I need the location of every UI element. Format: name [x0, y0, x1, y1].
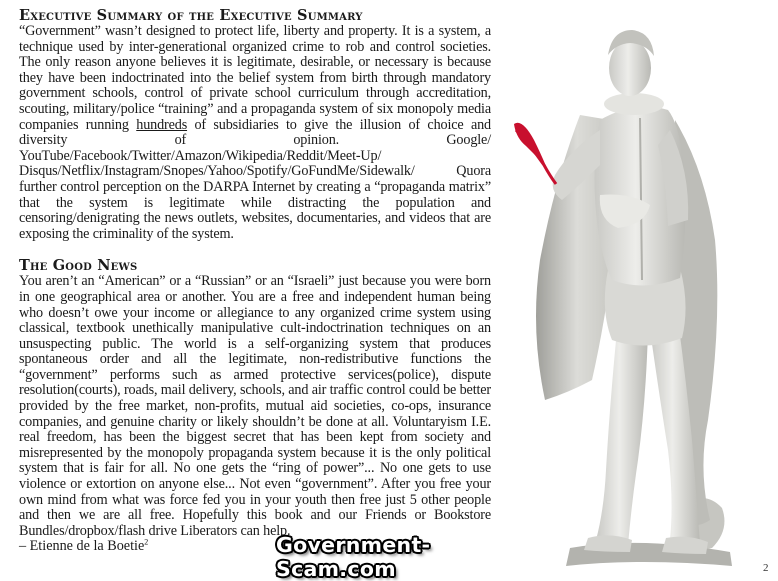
- executive-summary-text-part-1: “Government” wasn’t designed to protect life, liberty and property. It is a system, a technique used by inter-generational organized crime to rob and control societies. The only reason anyone believes it is legitimate, desirable, or necessary is because they have been indoctrinated into the belief system from birth through mandatory government schools, control of private school curriculum through accreditation, scouting, military/police “training” and a propaganda system of six monopoly media companies running: [19, 23, 491, 133]
- good-news-paragraph: You aren’t an “American” or a “Russian” or an “Israeli” just because you were born in one geographical area or another. You are a free and independent human being who doesn’t owe your income or allegiance to any organized crime system using classical, textbook unethically manipulative cult-indoctrination techniques on an unsuspecting public. The world is a self-organizing system that produces spontaneous order and all the legitimate, non-redistributive functions the “government” performs such as armed protective services(police), dispute resolution(courts), roads, mail delivery, schools, and air traffic control could be better provided by the free market, non-profits, mutual aid societies, co-ops, insurance companies, and genuine charity or likely shouldn’t be done at all. Voluntaryism I.E. real freedom, has been the biggest secret that has been kept from society and misrepresented by the monopoly propaganda system because it is the only political system that is fair for all. No one gets the “ring of power”... No one gets to use violence or extortion on anyone else... Not even “government”. After you free your own mind from what was force fed you in your youth then free just 5 other people and then we are all free. Hopefully this book and our Friends or Bookstore Bundles/dropbox/flash drive Liberators can help.: [19, 273, 491, 539]
- executive-summary-paragraph: [19, 24, 491, 242]
- statue-icon: [500, 0, 778, 581]
- article-column: [19, 8, 491, 555]
- footer-brand-logo: [276, 533, 504, 581]
- section-heading-executive-summary: Executive Summary of the Executive Summary: [19, 7, 363, 24]
- author-name: – Etienne de la Boetie: [19, 538, 145, 555]
- section-heading-good-news: The Good News: [19, 257, 138, 275]
- executive-summary-text-part-2: of subsidiaries to give the illusion of choice and diversity of opinion. Google/ YouTube/Facebook/Twitter/Amazon/Wikipedia/Reddit/Meet-Up/ Disqus/Netflix/Instagram/Snopes/Yahoo/Spotify/GoFundMe/Sidewalk/ Quora further control perception on the DARPA Internet by creating a “propaganda matrix” that the system is legitimate while distracting the population and censoring/denigrating the news outlets, websites, documentaries, and videos that are exposing the criminality of the system.: [19, 116, 491, 242]
- footnote-mark: 2: [144, 537, 149, 547]
- brand-text: Government-Scam.com: [276, 533, 431, 581]
- page-number: 2: [763, 562, 769, 574]
- section-spacer: [19, 242, 491, 258]
- underlined-word: hundreds: [136, 116, 188, 133]
